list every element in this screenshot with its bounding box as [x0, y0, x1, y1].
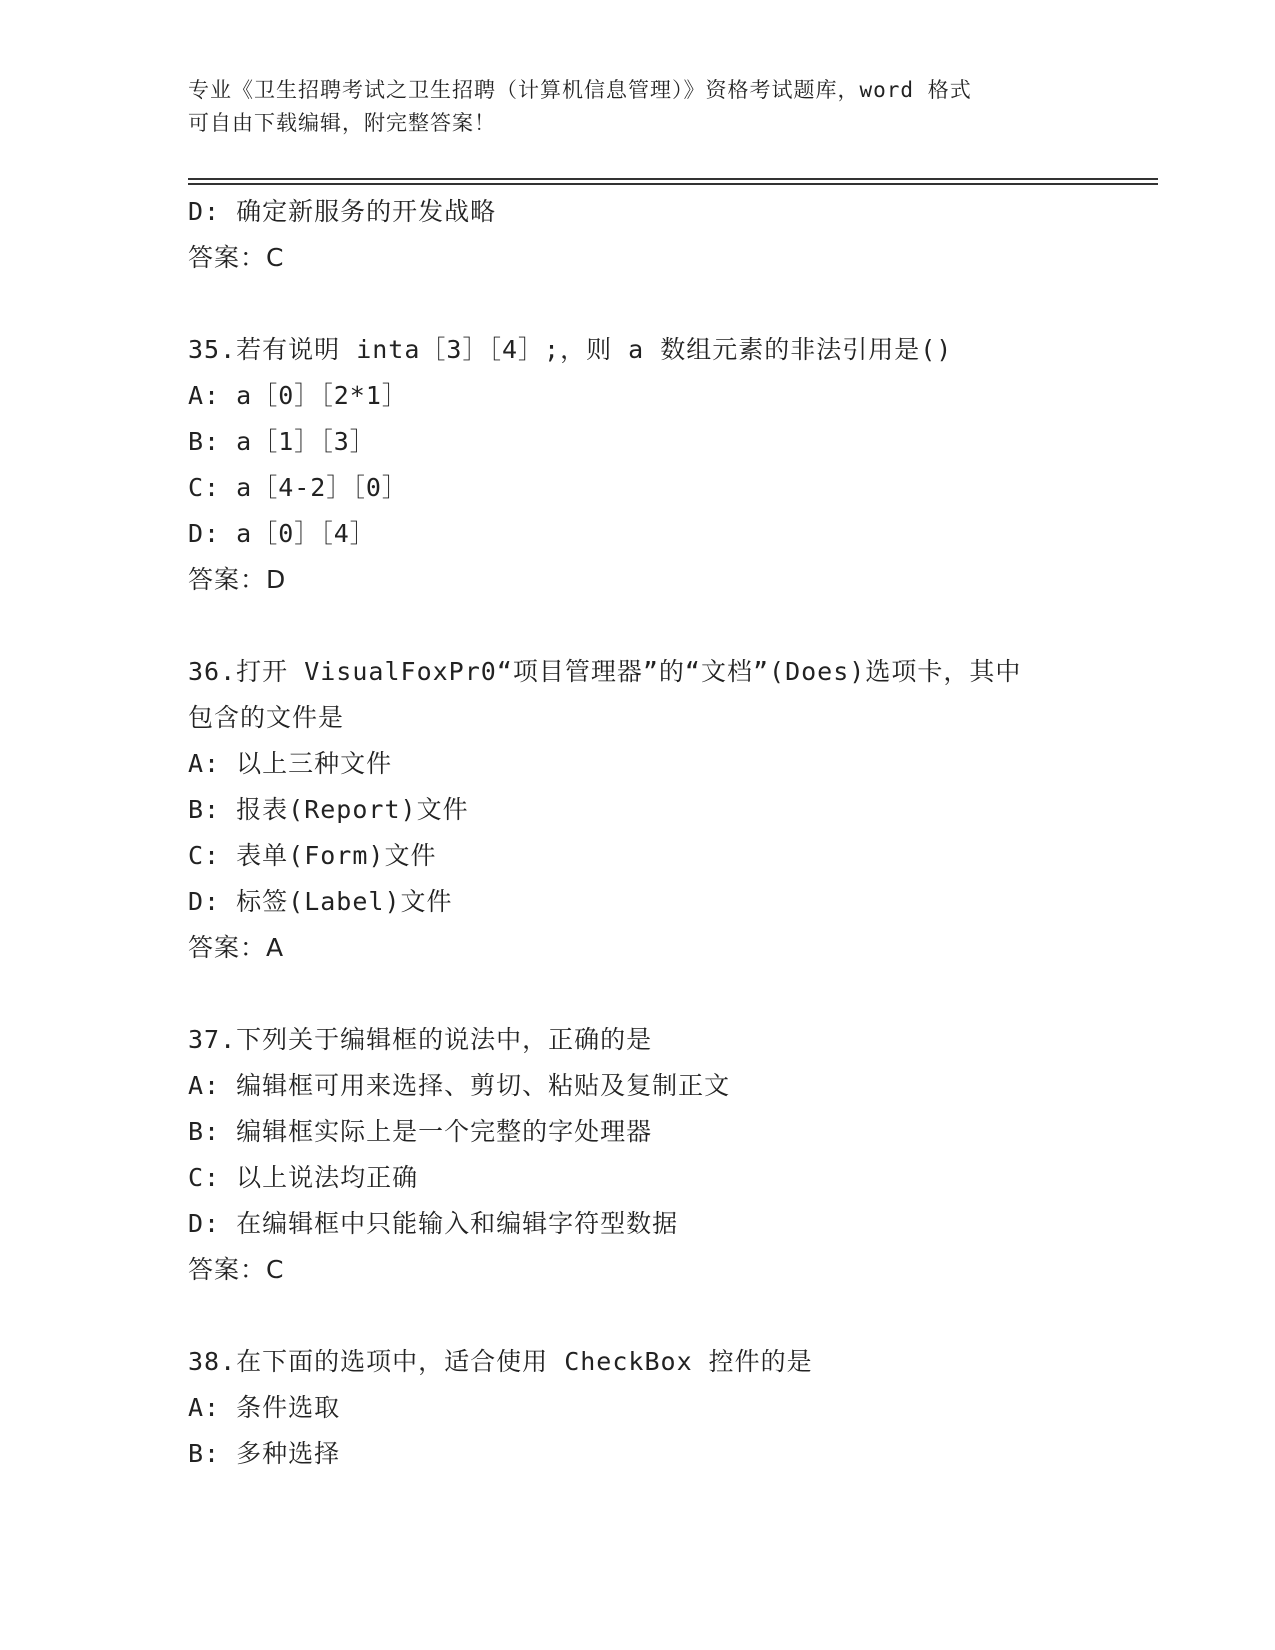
option-a: A: a［0］［2*1］ [188, 381, 408, 410]
previous-question-tail [188, 189, 1138, 281]
option-b: B: 报表(Report)文件 [188, 795, 469, 824]
question-35 [188, 327, 1138, 603]
answer-line: 答案：A [188, 933, 285, 962]
answer-line: 答案：C [188, 1255, 285, 1284]
header-divider-top [188, 178, 1158, 180]
question-list [188, 189, 1138, 1477]
question-36 [188, 649, 1138, 971]
option-a: A: 编辑框可用来选择、剪切、粘贴及复制正文 [188, 1071, 731, 1100]
answer-line: 答案：C [188, 243, 285, 272]
option-b: B: 编辑框实际上是一个完整的字处理器 [188, 1117, 653, 1146]
header-line-1: 专业《卫生招聘考试之卫生招聘（计算机信息管理）》资格考试题库，word 格式 [188, 78, 972, 102]
spacer [188, 971, 1138, 1017]
spacer [188, 603, 1138, 649]
header-line-2: 可自由下载编辑，附完整答案！ [188, 111, 496, 135]
option-d: D: 标签(Label)文件 [188, 887, 453, 916]
option-c: C: 以上说法均正确 [188, 1163, 419, 1192]
option-a: A: 条件选取 [188, 1393, 341, 1422]
header-divider-bottom [188, 183, 1158, 185]
question-stem: 37.下列关于编辑框的说法中，正确的是 [188, 1025, 653, 1054]
option-d: D: 确定新服务的开发战略 [188, 197, 497, 226]
question-stem: 38.在下面的选项中，适合使用 CheckBox 控件的是 [188, 1347, 813, 1376]
option-b: B: a［1］［3］ [188, 427, 376, 456]
option-c: C: a［4-2］［0］ [188, 473, 408, 502]
question-stem: 35.若有说明 inta［3］［4］;，则 a 数组元素的非法引用是() [188, 335, 953, 364]
document-header [188, 74, 1088, 140]
option-a: A: 以上三种文件 [188, 749, 393, 778]
answer-line: 答案：D [188, 565, 287, 594]
spacer [188, 1293, 1138, 1339]
question-stem: 36.打开 VisualFoxPr0“项目管理器”的“文档”(Does)选项卡，其中 [188, 657, 1022, 686]
question-stem-continued: 包含的文件是 [188, 703, 345, 732]
option-b: B: 多种选择 [188, 1439, 341, 1468]
option-d: D: a［0］［4］ [188, 519, 376, 548]
question-37 [188, 1017, 1138, 1293]
spacer [188, 281, 1138, 327]
question-38 [188, 1339, 1138, 1477]
option-c: C: 表单(Form)文件 [188, 841, 437, 870]
option-d: D: 在编辑框中只能输入和编辑字符型数据 [188, 1209, 679, 1238]
